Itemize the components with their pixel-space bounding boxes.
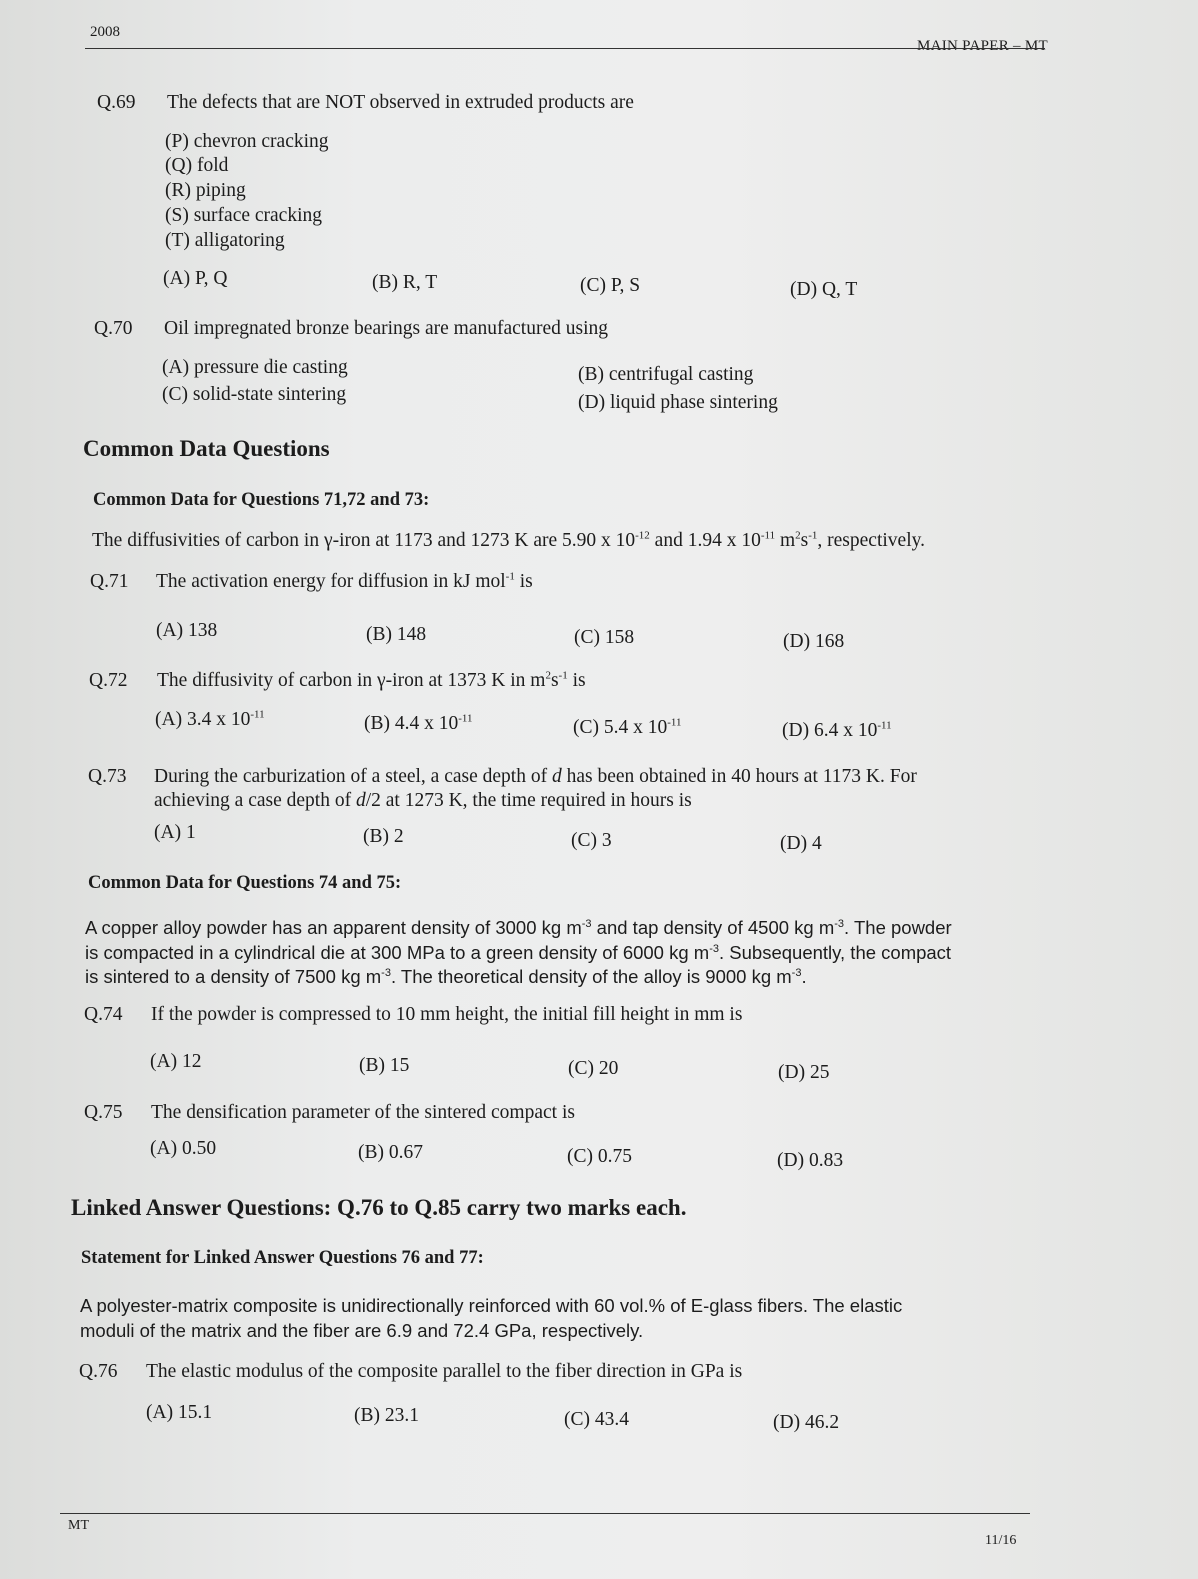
option-a: (A) 0.50 — [150, 1138, 217, 1159]
question-text: is — [567, 670, 586, 691]
question-74 — [84, 1004, 742, 1026]
header-rule — [85, 48, 1045, 49]
text-run: is compacted in a cylindrical die at 300 MPa to a green density of 6000 kg m — [85, 942, 710, 963]
exponent: -11 — [667, 716, 682, 729]
option-c: (C) P, S — [580, 275, 641, 296]
item-q: (Q) fold — [165, 155, 229, 176]
question-text: achieving a case depth of — [154, 790, 356, 811]
option-d — [782, 720, 892, 742]
question-number: Q.69 — [97, 92, 136, 113]
question-text: During the carburization of a steel, a case depth of — [154, 766, 552, 787]
exponent: -1 — [558, 669, 568, 682]
question-text: The activation energy for diffusion in kJ mol — [156, 571, 506, 592]
option-a: (A) 12 — [150, 1051, 202, 1072]
question-73-line2 — [154, 790, 692, 812]
question-text: The defects that are NOT observed in extruded products are — [167, 92, 634, 113]
option-c: (C) 0.75 — [567, 1146, 632, 1167]
question-72 — [89, 670, 586, 692]
option-a: (A) 15.1 — [146, 1402, 213, 1423]
text-run: and tap density of 4500 kg m — [591, 917, 835, 938]
statement-heading: Statement for Linked Answer Questions 76 and 77: — [81, 1248, 484, 1268]
header-paper-title: MAIN PAPER – MT — [916, 38, 1048, 54]
option-value: (D) 6.4 x 10 — [782, 720, 878, 741]
option-value: (A) 3.4 x 10 — [155, 709, 251, 730]
footer-paper-code: MT — [68, 1518, 89, 1533]
option-d: (D) 168 — [783, 631, 845, 652]
option-b: (B) R, T — [372, 272, 438, 293]
exponent: -3 — [834, 917, 845, 930]
option-b: (B) 15 — [359, 1055, 410, 1076]
question-text: The elastic modulus of the composite parallel to the fiber direction in GPa is — [146, 1361, 743, 1382]
exponent: -3 — [791, 966, 802, 979]
exponent: -1 — [808, 529, 818, 542]
section-heading: Linked Answer Questions: Q.76 to Q.85 carry two marks each. — [71, 1195, 687, 1220]
option-d: (D) Q, T — [790, 279, 858, 300]
item-s: (S) surface cracking — [165, 205, 322, 226]
statement-line-2: moduli of the matrix and the fiber are 6.9 and 72.4 GPa, respectively. — [80, 1320, 644, 1341]
option-d: (D) liquid phase sintering — [578, 392, 778, 413]
common-data-text — [92, 530, 925, 552]
question-text: If the powder is compressed to 10 mm height, the initial fill height in mm is — [151, 1004, 743, 1025]
question-69 — [97, 92, 634, 114]
option-b: (B) centrifugal casting — [578, 364, 754, 385]
exponent: 2 — [545, 669, 551, 682]
text-run: . The powder — [844, 917, 952, 938]
option-value: (B) 4.4 x 10 — [364, 713, 459, 734]
common-data-line-1 — [85, 917, 952, 939]
exponent: -1 — [505, 570, 515, 583]
question-number: Q.73 — [88, 766, 127, 787]
common-data-line-3 — [85, 966, 807, 988]
text-run: s — [800, 530, 809, 551]
text-run: . — [801, 966, 807, 987]
option-d: (D) 0.83 — [777, 1150, 844, 1171]
exponent: -12 — [635, 529, 650, 542]
option-c: (C) solid-state sintering — [162, 384, 347, 405]
item-p: (P) chevron cracking — [165, 131, 329, 152]
question-number: Q.75 — [84, 1102, 123, 1123]
exponent: -3 — [581, 917, 592, 930]
option-value: (C) 5.4 x 10 — [573, 717, 668, 738]
exponent: -3 — [709, 942, 719, 955]
option-c: (C) 3 — [571, 830, 612, 851]
exponent: 2 — [795, 529, 801, 542]
text-run: . The theoretical density of the alloy is 9000 kg m — [390, 966, 792, 987]
option-c — [573, 717, 682, 739]
statement-line-1: A polyester-matrix composite is unidirectionally reinforced with 60 vol.% of E-glass fibers. The elastic — [80, 1295, 903, 1316]
item-t: (T) alligatoring — [165, 230, 285, 251]
question-text: is — [514, 571, 533, 592]
option-b: (B) 2 — [363, 826, 404, 847]
common-data-heading: Common Data for Questions 71,72 and 73: — [93, 490, 430, 510]
text-run: , respectively. — [817, 530, 925, 551]
section-heading: Common Data Questions — [83, 436, 330, 461]
option-c: (C) 20 — [568, 1058, 619, 1079]
option-b — [364, 713, 473, 735]
exponent: -11 — [760, 529, 776, 542]
option-c: (C) 158 — [574, 627, 635, 648]
header-year: 2008 — [90, 24, 120, 40]
question-text: Oil impregnated bronze bearings are manufactured using — [164, 318, 608, 339]
option-d: (D) 25 — [778, 1062, 830, 1083]
text-run: and 1.94 x 10 — [649, 530, 761, 551]
exponent: -11 — [250, 708, 265, 721]
question-number: Q.76 — [79, 1361, 118, 1382]
text-run: m — [775, 530, 796, 551]
question-number: Q.74 — [84, 1004, 123, 1025]
text-run: The diffusivities of carbon in γ-iron at 1173 and 1273 K are 5.90 x 10 — [92, 530, 636, 551]
item-r: (R) piping — [165, 180, 246, 201]
question-text: The diffusivity of carbon in γ-iron at 1373 K in m — [157, 670, 546, 691]
question-text: The densification parameter of the sintered compact is — [151, 1102, 575, 1123]
question-75 — [84, 1102, 575, 1124]
exponent: -11 — [458, 712, 473, 725]
question-text: s — [550, 670, 559, 691]
option-a: (A) 1 — [154, 822, 196, 843]
footer-rule — [60, 1513, 1030, 1514]
option-a — [155, 709, 265, 731]
variable: d — [355, 790, 366, 811]
question-number: Q.70 — [94, 318, 133, 339]
exponent: -11 — [877, 719, 892, 732]
question-text: /2 at 1273 K, the time required in hours is — [365, 790, 692, 811]
option-a: (A) 138 — [156, 620, 218, 641]
option-b: (B) 0.67 — [358, 1142, 423, 1163]
question-number: Q.71 — [90, 571, 129, 592]
question-number: Q.72 — [89, 670, 128, 691]
option-b: (B) 23.1 — [354, 1405, 419, 1426]
variable: d — [551, 766, 562, 787]
question-text: has been obtained in 40 hours at 1173 K. For — [561, 766, 917, 787]
option-a: (A) P, Q — [163, 268, 228, 289]
option-d: (D) 4 — [780, 833, 822, 854]
text-run: . Subsequently, the compact — [719, 942, 952, 963]
text-run: A copper alloy powder has an apparent density of 3000 kg m — [85, 917, 582, 938]
question-71 — [90, 571, 533, 593]
footer-page-number: 11/16 — [985, 1533, 1017, 1548]
option-c: (C) 43.4 — [564, 1409, 629, 1430]
question-76 — [79, 1361, 742, 1383]
question-73 — [88, 766, 917, 788]
option-d: (D) 46.2 — [773, 1412, 840, 1433]
question-70 — [94, 318, 608, 340]
option-a: (A) pressure die casting — [162, 357, 348, 378]
exponent: -3 — [381, 966, 391, 979]
common-data-line-2 — [85, 942, 951, 964]
text-run: is sintered to a density of 7500 kg m — [85, 966, 382, 987]
common-data-heading: Common Data for Questions 74 and 75: — [88, 873, 402, 893]
option-b: (B) 148 — [366, 624, 427, 645]
